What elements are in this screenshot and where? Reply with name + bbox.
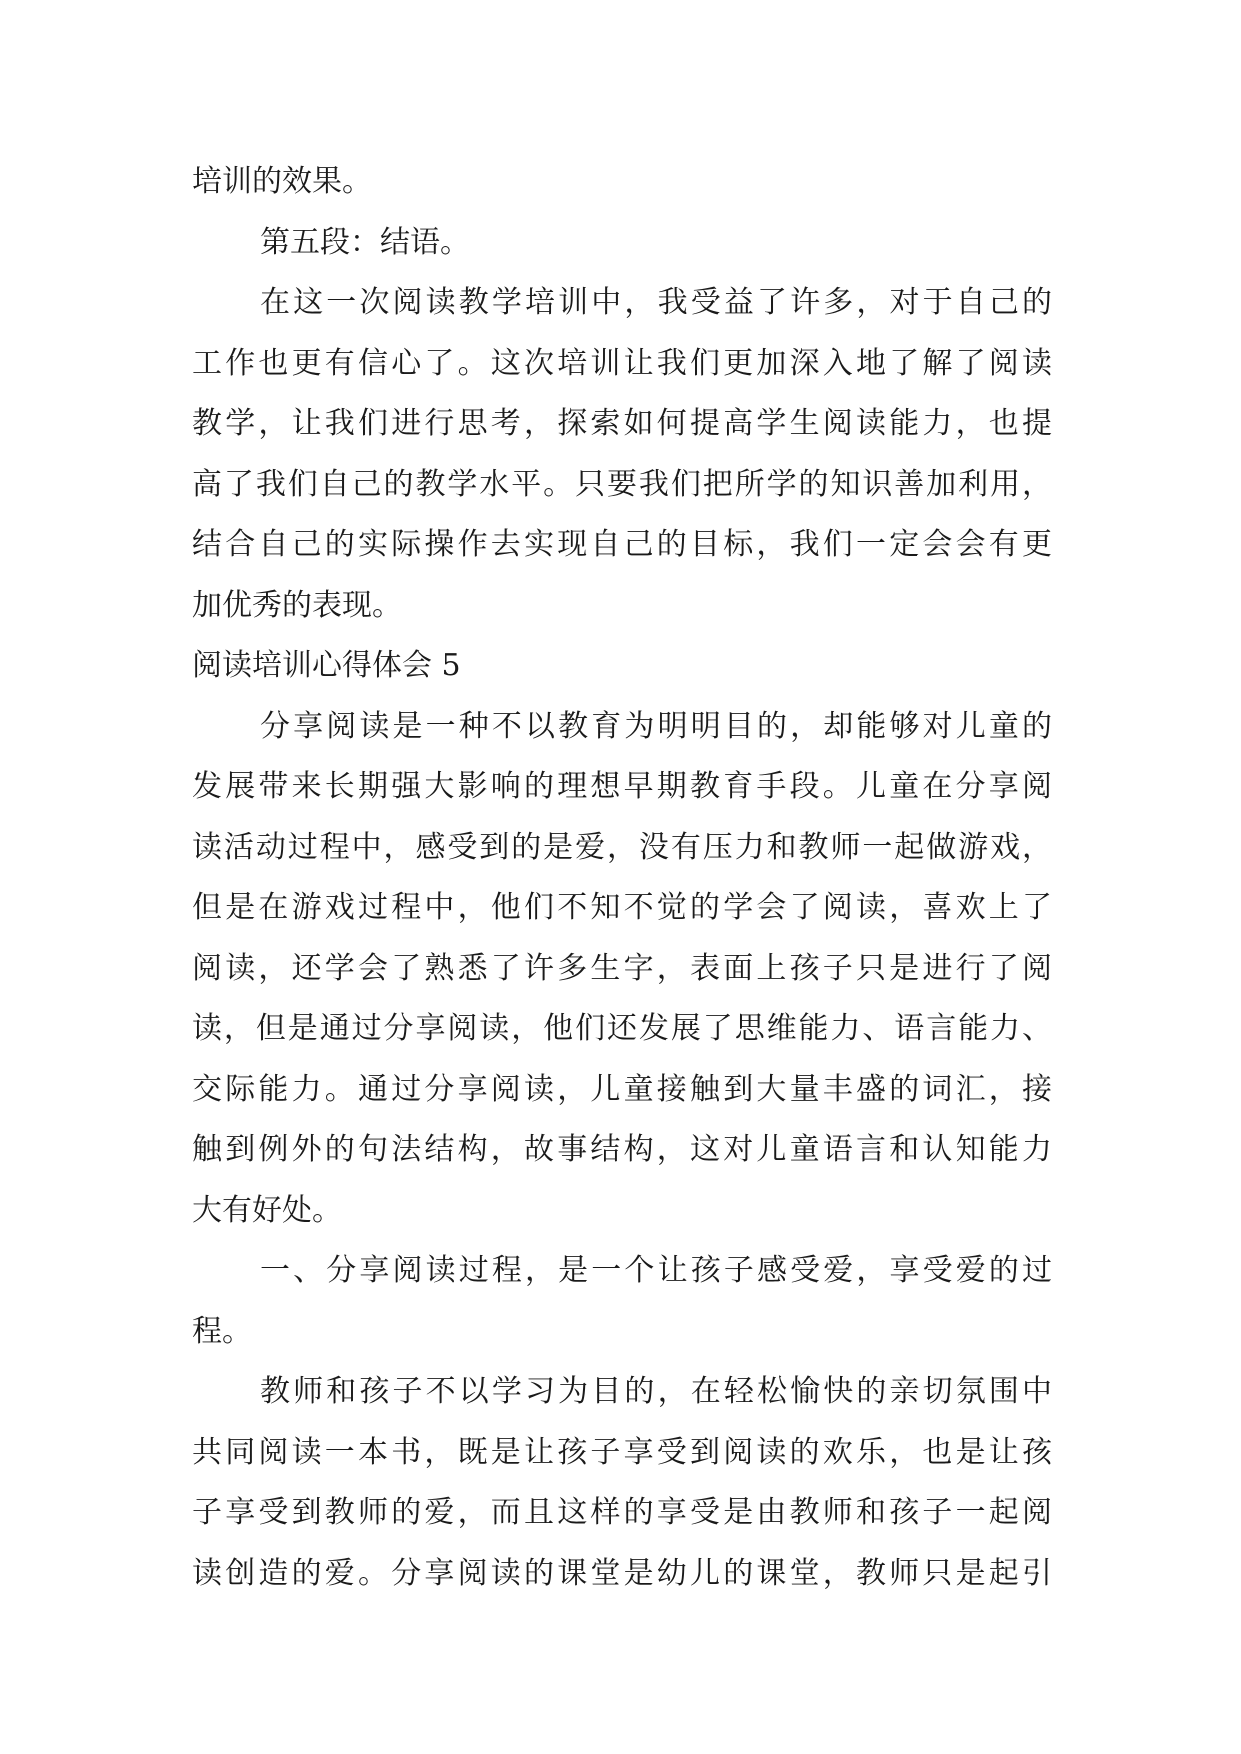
text-line: 读，但是通过分享阅读，他们还发展了思维能力、语言能力、 (192, 1011, 1052, 1046)
section-heading: 第五段：结语。 (260, 224, 470, 260)
text-line: 高了我们自己的教学水平。只要我们把所学的知识善加利用， (192, 466, 1052, 502)
text-line: 交际能力。通过分享阅读，儿童接触到大量丰盛的词汇，接 (192, 1071, 1052, 1107)
text-line: 阅读，还学会了熟悉了许多生字，表面上孩子只是进行了阅 (192, 950, 1052, 986)
text-line: 教学，让我们进行思考，探索如何提高学生阅读能力，也提 (192, 406, 1052, 441)
text-line: 触到例外的句法结构，故事结构，这对儿童语言和认知能力 (192, 1132, 1052, 1167)
text-line: 工作也更有信心了。这次培训让我们更加深入地了解了阅读 (192, 345, 1052, 381)
text-line: 共同阅读一本书，既是让孩子享受到阅读的欢乐，也是让孩 (192, 1434, 1052, 1470)
text-line: 培训的效果。 (192, 164, 372, 199)
text-line: 分享阅读是一种不以教育为明明目的，却能够对儿童的 (260, 708, 1052, 744)
text-line: 子享受到教师的爱，而且这样的享受是由教师和孩子一起阅 (192, 1495, 1052, 1530)
text-line: 在这一次阅读教学培训中，我受益了许多，对于自己的 (260, 285, 1052, 320)
text-line: 教师和孩子不以学习为目的，在轻松愉快的亲切氛围中 (260, 1374, 1052, 1409)
text-line: 加优秀的表现。 (192, 587, 402, 623)
text-line: 大有好处。 (192, 1192, 342, 1228)
section-heading: 一、分享阅读过程，是一个让孩子感受爱，享受爱的过 (260, 1253, 1052, 1288)
article-title: 阅读培训心得体会 5 (192, 648, 461, 683)
text-line: 读创造的爱。分享阅读的课堂是幼儿的课堂，教师只是起引 (192, 1555, 1052, 1591)
section-heading: 程。 (192, 1313, 252, 1349)
text-line: 读活动过程中，感受到的是爱，没有压力和教师一起做游戏， (192, 829, 1052, 865)
text-line: 结合自己的实际操作去实现自己的目标，我们一定会会有更 (192, 527, 1052, 562)
document-page (192, 152, 1052, 1604)
text-line: 但是在游戏过程中，他们不知不觉的学会了阅读，喜欢上了 (192, 890, 1052, 925)
text-line: 发展带来长期强大影响的理想早期教育手段。儿童在分享阅 (192, 769, 1052, 804)
